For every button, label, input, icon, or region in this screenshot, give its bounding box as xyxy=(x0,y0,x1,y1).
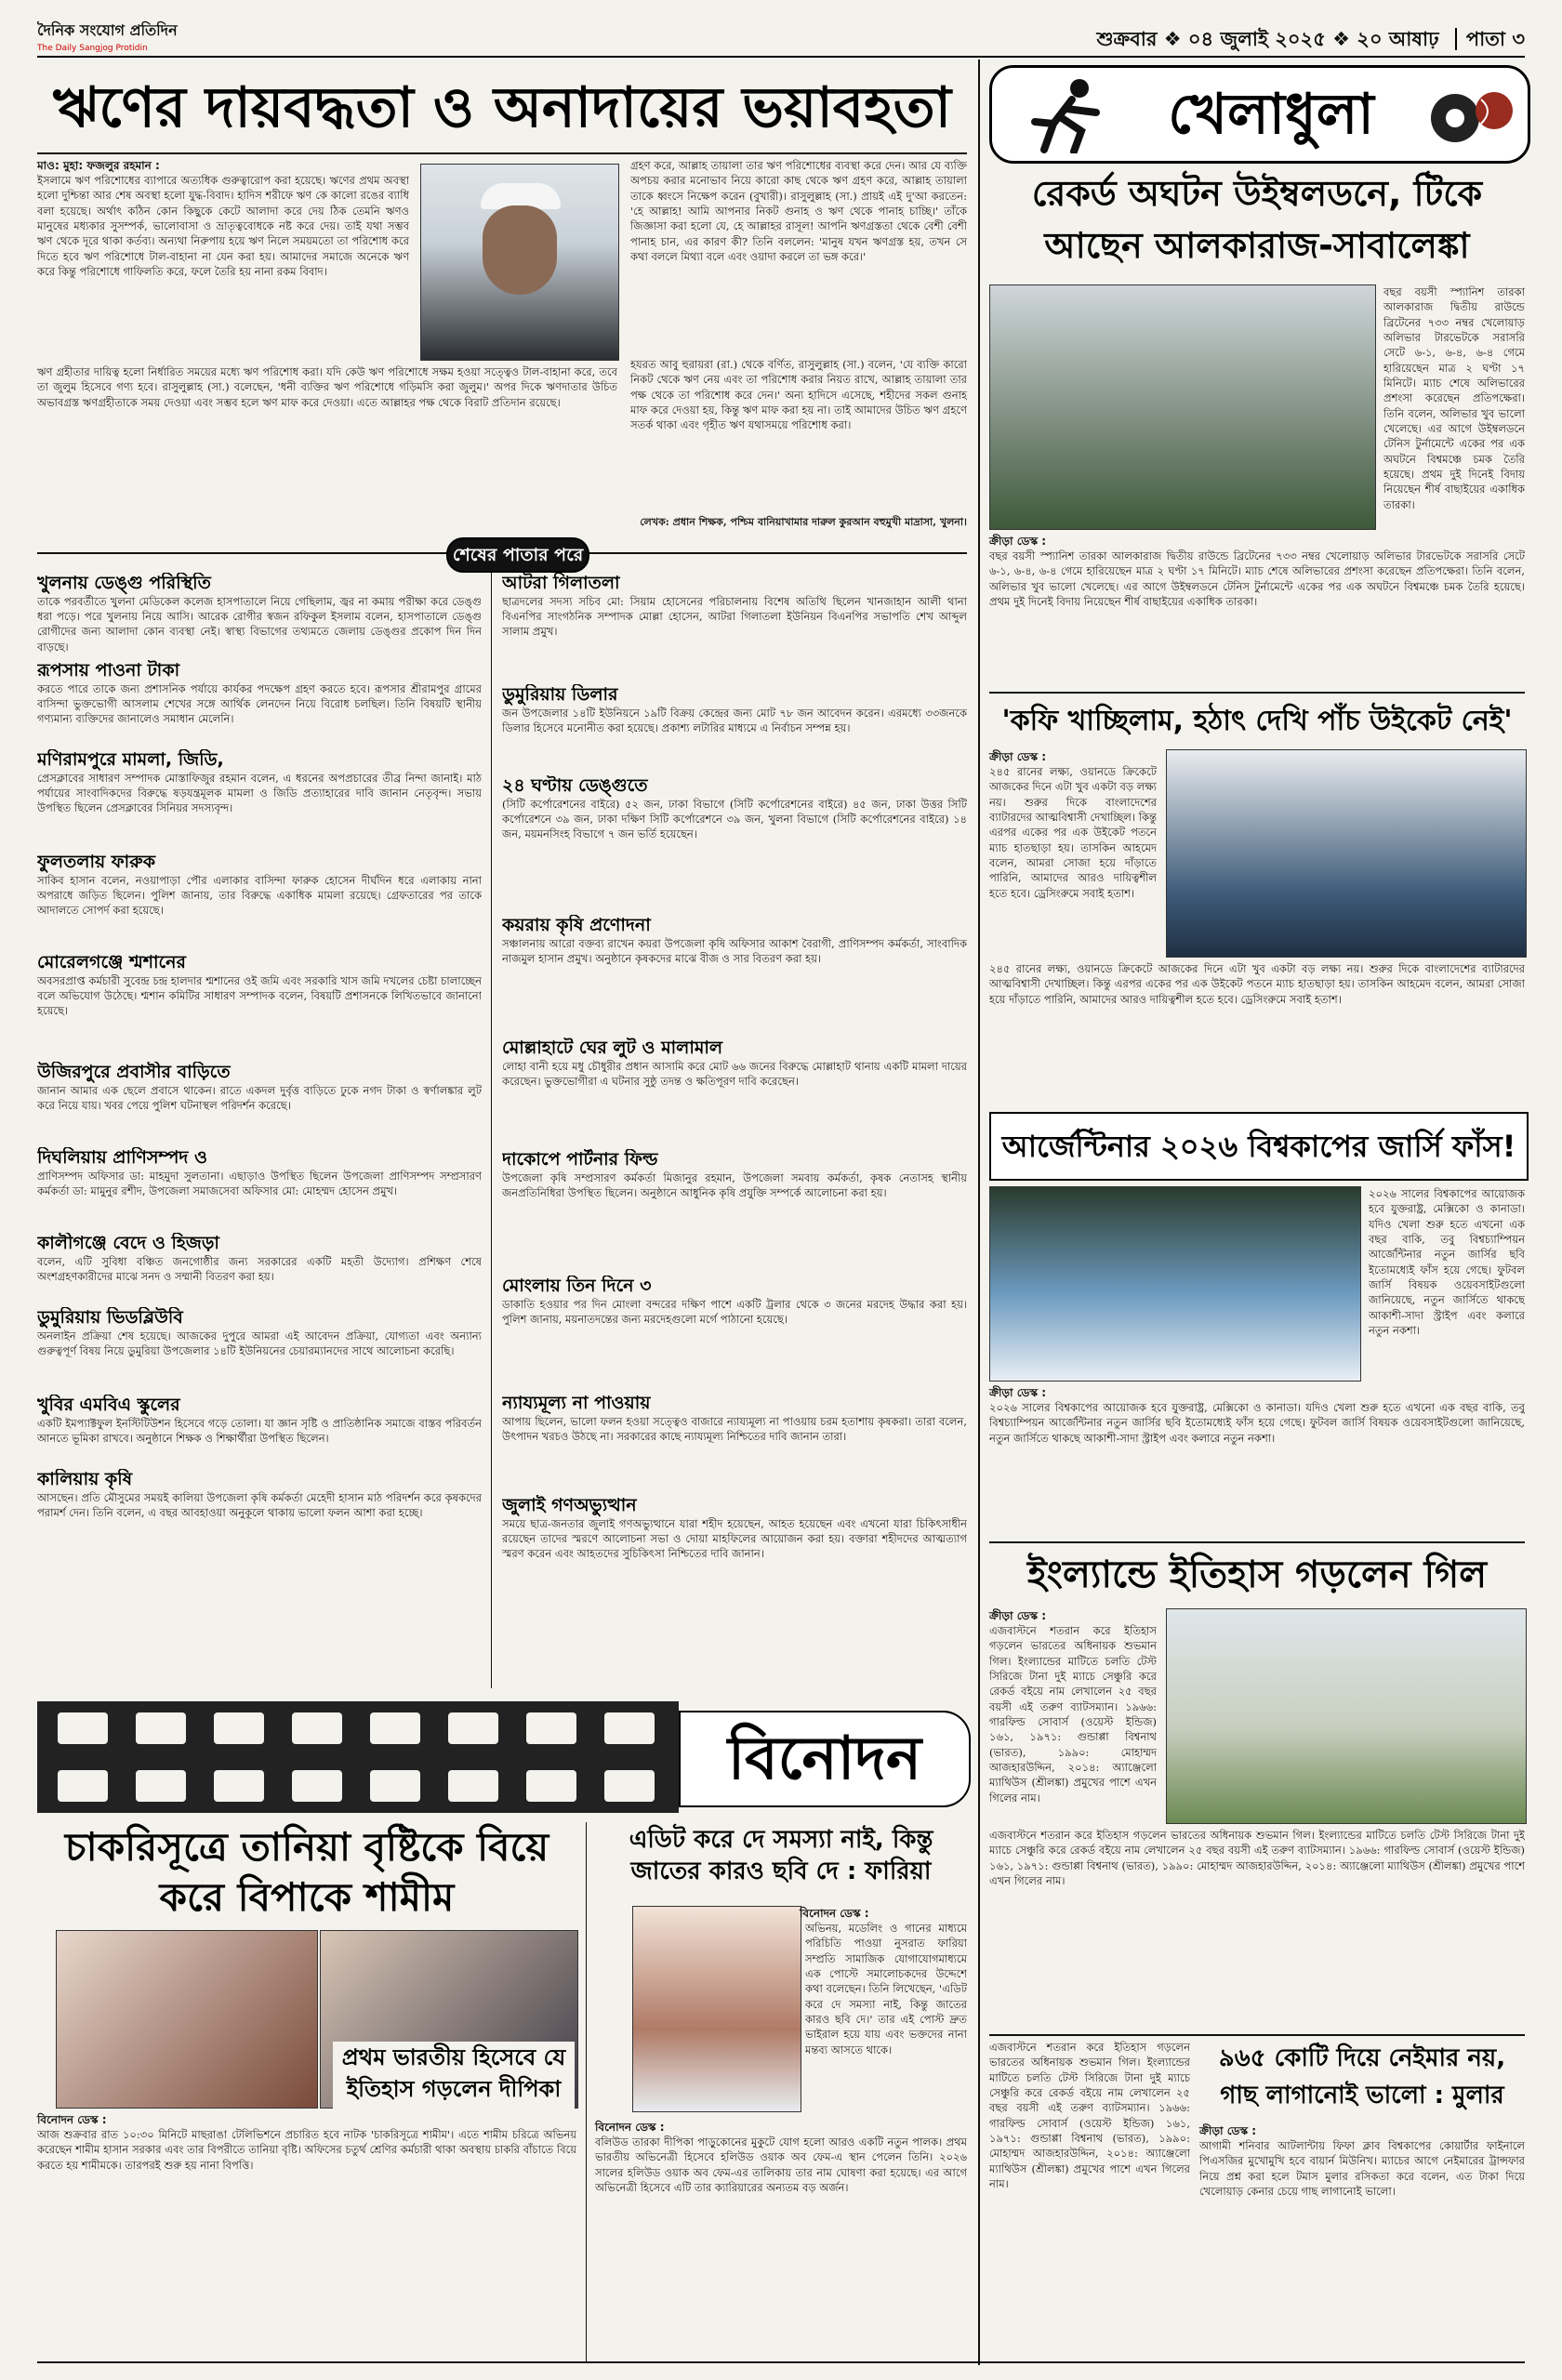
brief-body: (সিটি কর্পোরেশনের বাইরে) ৫২ জন, ঢাকা বিভাগে (সিটি কর্পোরেশনের বাইরে) ৪৫ জন, ঢাকা উত্তর সিটি কর্পোরেশনে ৩৯ জন, ঢাকা দক্ষিণ সিটি কর্পোরেশনে ৩৯ জন, খুলনা বিভাগে (সিটি কর্পোরেশনের বাইরে) ১৪ জন, ময়মনসিংহ বিভাগে ৭ জন ভর্তি হয়েছেন। xyxy=(502,797,967,841)
brief-title: দিঘলিয়ায় প্রাণিসম্পদ ও xyxy=(37,1147,208,1168)
brief-body: করতে পারে তাকে জন্য প্রশাসনিক পর্যায়ে কার্যকর পদক্ষেপ গ্রহণ করতে হবে। রূপসার শ্রীরামপুর গ্রামের বাসিন্দা ভুক্তভোগী আসলাম শেখের সঙ্গে আর্থিক লেনদেন নিয়ে বিরোধ চলছিল। তিনি বিষয়টি স্থানীয় গণ্যমান্য ব্যক্তিদের জানালেও সমাধান মেলেনি। xyxy=(37,681,482,726)
brand-tagline: The Daily Sangjog Protidin xyxy=(37,44,148,53)
divider xyxy=(989,692,1525,694)
film-hole xyxy=(136,1770,186,1802)
film-hole xyxy=(292,1712,342,1744)
ent-headline-3: এডিট করে দে সমস্যা নাই, কিন্তু জাতের কারও ছবি দে : ফারিয়া xyxy=(629,1826,933,1885)
brief-body: তাকে পরবর্তীতে খুলনা মেডিকেল কলেজ হাসপাতালে নিয়ে গেছিলাম, জ্বর না কমায় পরীক্ষা করে ডেঙ্গু ধরা পড়ে। পরে খুলনায় নিয়ে আসি। আরেক রোগীর স্বজন রফিকুল ইসলাম বলেন, হাসপাতালে ডেঙ্গু রোগীদের জন্য আলাদা কোন ব্যবস্থা নেই। স্বাস্থ্য বিভাগের তথ্যমতে জেলায় ডেঙ্গুর প্রকোপ দিন দিন বাড়ছে। xyxy=(37,594,482,654)
mid-briefs-column xyxy=(502,573,967,1688)
sports-headline-1: রেকর্ড অঘটন উইম্বলডনে, টিকে আছেন আলকারাজ-সাবালেঙ্কা xyxy=(1031,173,1483,266)
brief-item xyxy=(37,1233,482,1307)
page-number: পাতা ৩ xyxy=(1455,28,1525,50)
section-title: বিনোদন xyxy=(727,1725,922,1793)
film-hole xyxy=(214,1770,264,1802)
film-hole xyxy=(604,1770,655,1802)
divider xyxy=(37,152,967,154)
brief-title: দাকোপে পার্টনার ফিল্ড xyxy=(502,1149,658,1170)
footer-rule xyxy=(37,2361,1525,2363)
brief-title: কালীগঞ্জে বেদে ও হিজড়া xyxy=(37,1233,219,1253)
film-hole xyxy=(370,1712,420,1744)
brief-item xyxy=(502,1038,967,1149)
brief-item xyxy=(37,1147,482,1233)
brief-body: ডাকাতি হওয়ার পর দিন মোংলা বন্দরের দক্ষিণ পাশে একটি ট্রলার থেকে ৩ জনের মরদেহ উদ্ধার করা হয়। পুলিশ জানায়, ময়নাতদন্তের জন্য মরদেহগুলো মর্গে পাঠানো হয়েছে। xyxy=(502,1297,967,1327)
brief-title: ডুমুরিয়ায় ডিলার xyxy=(502,684,618,705)
dateline: বিনোদন ডেস্ক : xyxy=(800,1907,869,1920)
author-note: লেখক: প্রধান শিক্ষক, পশ্চিম বানিয়াখামার দারুল কুরআন বহুমুখী মাদ্রাসা, খুলনা। xyxy=(640,516,967,528)
brief-item xyxy=(37,573,482,660)
brief-item xyxy=(502,1276,967,1393)
brief-title: মোরেলগঞ্জে শ্মশানের xyxy=(37,952,186,972)
article-body: হযরত আবু হুরায়রা (রা.) থেকে বর্ণিত, রাসুলুল্লাহ (সা.) বলেন, 'যে ব্যক্তি কারো নিকট থেকে ঋণ নেয় এবং তা পরিশোধ করার নিয়ত রাখে, আল্লাহ তায়ালা তার পক্ষ থেকে তা পরিশোধ করে দেন।' অন্য হাদিসে এসেছে, শহীদের সকল গুনাহ মাফ করে দেওয়া হয়, কিন্তু ঋণ মাফ করা হয় না। তাই আমাদের উচিত ঋণ গ্রহণে সতর্ক থাকা এবং গৃহীত ঋণ যথাসময়ে পরিশোধ করা। xyxy=(630,358,967,432)
actress-photo xyxy=(632,1906,801,2112)
brief-body: আপায় ছিলেন, ভালো ফলন হওয়া সত্ত্বেও বাজারে ন্যায্যমূল্য না পাওয়ায় চরম হতাশায় কৃষকরা। তারা বলেন, উৎপাদন খরচও উঠছে না। সরকারের কাছে ন্যায্যমূল্য নিশ্চিতের দাবি জানান তারা। xyxy=(502,1414,967,1444)
article-body: গ্রহণ করে, আল্লাহ তায়ালা তার ঋণ পরিশোধের ব্যবস্থা করে দেন। আর যে ব্যক্তি অপচয় করার মনোভাব নিয়ে কারো কাছ থেকে ঋণ গ্রহণ করে, আল্লাহ তায়ালা তাকে ধ্বংসে নিক্ষেপ করেন (বুখারী)। রাসুলুল্লাহ (সা.) প্রায়ই এই দু'আ করতেন: 'হে আল্লাহ! আমি আপনার নিকট গুনাহ ও ঋণ থেকে পানাহ চাচ্ছি।' তাঁকে জিজ্ঞাসা করা হলো যে, হে আল্লাহর রাসূল! আপনি ঋণগ্রস্ততা থেকে বেশী বেশী পানাহ চান, এর কারণ কী? তিনি বললেন: 'মানুষ যখন ঋণগ্রস্ত হয়, তখন সে কথা বললে মিথ্যা বলে এবং ওয়াদা করলে তা ভঙ্গ করে।' xyxy=(630,159,967,263)
brief-item xyxy=(37,852,482,952)
film-hole xyxy=(526,1712,576,1744)
film-hole xyxy=(448,1770,498,1802)
byline: মাও: মুহা: ফজলুর রহমান : xyxy=(37,159,160,172)
brief-body: অবসরপ্রাপ্ত কর্মচারী সুবেন্দ্র চন্দ্র হালদার শ্মশানের ওই জমি এবং সরকারি খাস জমি দখলের চেষ্টা চালাচ্ছেন বলে অভিযোগ উঠেছে। শ্মশান কমিটির সাধারণ সম্পাদক বলেন, বিষয়টি প্রশাসনকে লিখিতভাবে জানানো হয়েছে। xyxy=(37,973,482,1018)
dateline: ক্রীড়া ডেস্ক : xyxy=(989,1386,1047,1399)
brief-title: ন্যায্যমূল্য না পাওয়ায় xyxy=(502,1393,651,1413)
divider xyxy=(989,2034,1525,2036)
issue-date: শুক্রবার ❖ ০৪ জুলাই ২০২৫ ❖ ২০ আষাঢ় xyxy=(1096,28,1439,50)
film-hole xyxy=(370,1770,420,1802)
drama-photo xyxy=(56,1930,318,2109)
article-body: অভিনয়, মডেলিং ও গানের মাধ্যমে পরিচিতি পাওয়া নুসরাত ফারিয়া সম্প্রতি সামাজিক যোগাযোগমাধ্যমে এক পোস্টে সমালোচকদের উদ্দেশে কথা বলেছেন। তিনি লিখেছেন, 'এডিট করে দে সমস্যা নাই, কিন্তু জাতের কারও ছবি দে।' তার এই পোস্ট দ্রুত ভাইরাল হয়ে যায় এবং ভক্তদের নানা মন্তব্য আসতে থাকে। xyxy=(805,1922,967,2056)
brief-title: খুবির এমবিএ স্কুলের xyxy=(37,1395,180,1415)
brief-body: আসছেন। প্রতি মৌসুমের সময়ই কালিয়া উপজেলা কৃষি কর্মকর্তা মেহেদী হাসান মাঠ পরিদর্শন করে কৃষকদের পরামর্শ দেন। তিনি বলেন, এ বছর আবহাওয়া অনুকূলে থাকায় ভালো ফলন আশা করা হচ্ছে। xyxy=(37,1490,482,1520)
brief-body: জন উপজেলার ১৪টি ইউনিয়নে ১৯টি বিক্রয় কেন্দ্রের জন্য মোট ৭৮ জন আবেদন করেন। এরমধ্যে ৩৩জনকে ডিলার হিসেবে মনোনীত করা হয়েছে। প্রকাশ্য লটারির মাধ্যমে এ নির্বাচন সম্পন্ন হয়। xyxy=(502,706,967,735)
brief-title: আটরা গিলাতলা xyxy=(502,573,620,593)
article-body: ২৪৫ রানের লক্ষ্য, ওয়ানডে ক্রিকেটে আজকের দিনে এটা খুব একটা বড় লক্ষ্য নয়। শুরুর দিকে বাংলাদেশের ব্যাটারদের আত্মবিশ্বাসী দেখাচ্ছিল। কিন্তু এরপর একের পর এক উইকেট পতনে ম্যাচ হাতছাড়া হয়। তাসকিন আহমেদ বলেন, আমরা সোজা হয়ে দাঁড়াতে পারিনি, আমাদের আরও দায়িত্বশীল হতে হবে। ড্রেসিংরুমে সবাই হতাশ। xyxy=(989,765,1157,900)
football-photo xyxy=(989,1186,1361,1382)
brief-item xyxy=(37,1395,482,1469)
dateline: ক্রীড়া ডেস্ক : xyxy=(989,1609,1047,1622)
article-body: এজবাস্টনে শতরান করে ইতিহাস গড়লেন ভারতের অধিনায়ক শুভমান গিল। ইংল্যান্ডের মাটিতে চলতি টেস্ট সিরিজে টানা দুই ম্যাচে সেঞ্চুরি করে রেকর্ড বইয়ে নাম লেখালেন ২৫ বছর বয়সী এই তরুণ ব্যাটসম্যান। ১৯৬৬: গারফিল্ড সোবার্স (ওয়েস্ট ইন্ডিজ) ১৬১, ১৯৭১: গুন্ডাপ্পা বিশ্বনাথ (ভারত), ১৯৯০: মোহাম্মদ আজহারউদ্দিন, ২০১৪: অ্যাঞ্জেলো ম্যাথিউস (শ্রীলঙ্কা) প্রমুখের পাশে এখন গিলের নাম। xyxy=(989,1829,1525,1887)
film-hole xyxy=(136,1712,186,1744)
ent-headline-1: চাকরিসূত্রে তানিয়া বৃষ্টিকে বিয়ে করে বিপাকে শামীম xyxy=(64,1824,549,1920)
article-body: এজবাস্টনে শতরান করে ইতিহাস গড়লেন ভারতের অধিনায়ক শুভমান গিল। ইংল্যান্ডের মাটিতে চলতি টেস্ট সিরিজে টানা দুই ম্যাচে সেঞ্চুরি করে রেকর্ড বইয়ে নাম লেখালেন ২৫ বছর বয়সী এই তরুণ ব্যাটসম্যান। ১৯৬৬: গারফিল্ড সোবার্স (ওয়েস্ট ইন্ডিজ) ১৬১, ১৯৭১: গুন্ডাপ্পা বিশ্বনাথ (ভারত), ১৯৯০: মোহাম্মদ আজহারউদ্দিন, ২০১৪: অ্যাঞ্জেলো ম্যাথিউস (শ্রীলঙ্কা) প্রমুখের পাশে এখন গিলের নাম। xyxy=(989,1624,1157,1805)
tennis-photo xyxy=(989,284,1376,530)
brief-body: লোহা বানী হয়ে মধু চৌধুরীর প্রধান আসামি করে মোট ৬৬ জনের বিরুদ্ধে মোল্লাহাট থানায় একটি মামলা দায়ের করেছেন। ভুক্তভোগীরা এ ঘটনার সুষ্ঠু তদন্ত ও ক্ষতিপূরণ দাবি করেছেন। xyxy=(502,1059,967,1089)
masthead xyxy=(37,19,1525,58)
headline-box xyxy=(989,1112,1529,1181)
brief-title: কালিয়ায় কৃষি xyxy=(37,1469,133,1489)
dateline: বিনোদন ডেস্ক : xyxy=(37,2113,107,2126)
sports-headline-3: আর্জেন্টিনার ২০২৬ বিশ্বকাপের জার্সি ফাঁস! xyxy=(1001,1129,1516,1164)
brief-title: ফুলতলায় ফারুক xyxy=(37,852,156,872)
film-hole xyxy=(604,1712,655,1744)
brand-name: দৈনিক সংযোগ প্রতিদিন xyxy=(37,21,178,39)
brief-item xyxy=(37,1062,482,1147)
film-hole xyxy=(292,1770,342,1802)
gill-photo xyxy=(1166,1608,1527,1824)
newspaper-brand xyxy=(37,19,178,53)
balls-icon xyxy=(1427,83,1516,148)
article-body: বছর বয়সী স্প্যানিশ তারকা আলকারাজ দ্বিতীয় রাউন্ডে ব্রিটেনের ৭৩৩ নম্বর খেলোয়াড় অলিভার টারভেটকে সরাসরি সেটে ৬-১, ৬-৪, ৬-৪ গেমে হারিয়েছেন মাত্র ২ ঘণ্টা ১৭ মিনিটে। ম্যাচ শেষে অলিভারের প্রশংসা করেছেন প্রতিপক্ষেরা। তিনি বলেন, অলিভার খুব ভালো খেলেছে। এর আগে উইম্বলডনে টেনিস টুর্নামেন্টে একের পর এক অঘটনে বিশ্বমঞ্চে চমক তৈরি হয়েছে। প্রথম দুই দিনেই বিদায় নিয়েছেন শীর্ষ বাছাইয়ের একাধিক তারকা। xyxy=(989,549,1525,608)
article-body: আজ শুক্রবার রাত ১০:৩০ মিনিটে মাছরাঙা টেলিভিশনে প্রচারিত হবে নাটক 'চাকরিসূত্রে শামীম'। এতে শামীম চরিত্রে অভিনয় করেছেন শামীম হাসান সরকার এবং তার বিপরীতে তানিয়া বৃষ্টি। অফিসের চতুর্থ শ্রেণির কর্মচারী থাকা অবস্থায় চাকরি বাঁচাতে বিয়ে করতে হয় শামীমকে। তারপরই শুরু হয় নানা বিপত্তি। xyxy=(37,2128,576,2172)
brief-item xyxy=(502,1393,967,1495)
entertainment-label-box xyxy=(679,1711,971,1807)
brief-title: ডুমুরিয়ায় ভিডব্লিউবি xyxy=(37,1307,183,1328)
dateline: বিনোদন ডেস্ক : xyxy=(595,2121,665,2134)
brief-title: মণিরামপুরে মামলা, জিডি, xyxy=(37,749,224,770)
brief-body: সময়ে ছাত্র-জনতার জুলাই গণঅভ্যুত্থানে যারা শহীদ হয়েছেন, আহত হয়েছেন এবং এখনো যারা চিকিৎসাধীন রয়েছেন তাদের স্মরণে আলোচনা সভা ও দোয়া মাহফিলের আয়োজন করা হয়। বক্তারা শহীদদের আত্মত্যাগ স্মরণ করেন এবং আহতদের সুচিকিৎসা নিশ্চিতের দাবি জানান। xyxy=(502,1516,967,1561)
column-rule xyxy=(978,60,980,2365)
article-body: ২৪৫ রানের লক্ষ্য, ওয়ানডে ক্রিকেটে আজকের দিনে এটা খুব একটা বড় লক্ষ্য নয়। শুরুর দিকে বাংলাদেশের ব্যাটারদের আত্মবিশ্বাসী দেখাচ্ছিল। কিন্তু এরপর একের পর এক উইকেট পতনে ম্যাচ হাতছাড়া হয়। তাসকিন আহমেদ বলেন, আমরা সোজা হয়ে দাঁড়াতে পারিনি, আমাদের আরও দায়িত্বশীল হতে হবে। ড্রেসিংরুমে সবাই হতাশ। xyxy=(989,962,1525,1006)
article-body: ঋণ গ্রহীতার দায়িত্ব হলো নির্ধারিত সময়ের মধ্যে ঋণ পরিশোধ করা। যদি কেউ ঋণ পরিশোধে সক্ষম হওয়া সত্ত্বেও টাল-বাহানা করে, তবে তা জুলুম হিসেবে গণ্য হবে। রাসুলুল্লাহ (সা.) বলেছেন, 'ধনী ব্যক্তির ঋণ পরিশোধে গড়িমসি করা জুলুম।' অপর দিকে ঋণদাতার উচিত অভাবগ্রস্ত ঋণগ্রহীতাকে সময় দেওয়া এবং সম্ভব হলে ঋণ মাফ করে দেওয়া। এতে আল্লাহর পক্ষ থেকে বিরাট প্রতিদান রয়েছে। xyxy=(37,365,617,409)
brief-item xyxy=(502,684,967,775)
article-body: ২০২৬ সালের বিশ্বকাপের আয়োজক হবে যুক্তরাষ্ট্র, মেক্সিকো ও কানাডা। যদিও খেলা শুরু হতে এখনো এক বছর বাকি, তবু বিশ্বচ্যাম্পিয়ন আর্জেন্টিনার নতুন জার্সির ছবি ইতোমধ্যেই ফাঁস হয়ে গেছে। ফুটবল জার্সি বিষয়ক ওয়েবসাইটগুলো জানিয়েছে, নতুন জার্সিতে থাকছে আকাশী-সাদা স্ট্রাইপ এবং কলারে নতুন নকশা। xyxy=(1369,1187,1525,1337)
brief-title: রূপসায় পাওনা টাকা xyxy=(37,660,180,681)
brief-item xyxy=(502,1149,967,1276)
brief-title: খুলনায় ডেঙ্গু পরিস্থিতি xyxy=(37,573,211,593)
divider xyxy=(989,1541,1525,1543)
brief-item xyxy=(502,1495,967,1681)
film-strip-banner xyxy=(37,1701,679,1813)
brief-item xyxy=(37,1307,482,1395)
brief-title: মোংলায় তিন দিনে ৩ xyxy=(502,1276,652,1296)
column-rule xyxy=(586,1822,587,2361)
left-briefs-column xyxy=(37,573,482,1688)
section-title: খেলাধুলা xyxy=(1168,82,1374,147)
brief-body: সাকিব হাসান বলেন, নওয়াপাড়া পৌর এলাকার বাসিন্দা ফারুক হোসেন দীর্ঘদিন ধরে এলাকায় নানা অপরাধে জড়িত ছিলেন। পুলিশ জানায়, তার বিরুদ্ধে একাধিক মামলা রয়েছে। গ্রেফতারের পর তাকে আদালতে সোপর্দ করা হয়েছে। xyxy=(37,873,482,918)
brief-item xyxy=(502,915,967,1038)
sports-headline-5: ৯৬৫ কোটি দিয়ে নেইমার নয়, গাছ লাগানোই ভালো : মুলার xyxy=(1218,2044,1506,2109)
cricketer-photo xyxy=(1166,749,1527,958)
article-body: এজবাস্টনে শতরান করে ইতিহাস গড়লেন ভারতের অধিনায়ক শুভমান গিল। ইংল্যান্ডের মাটিতে চলতি টেস্ট সিরিজে টানা দুই ম্যাচে সেঞ্চুরি করে রেকর্ড বইয়ে নাম লেখালেন ২৫ বছর বয়সী এই তরুণ ব্যাটসম্যান। ১৯৬৬: গারফিল্ড সোবার্স (ওয়েস্ট ইন্ডিজ) ১৬১, ১৯৭১: গুন্ডাপ্পা বিশ্বনাথ (ভারত), ১৯৯০: মোহাম্মদ আজহারউদ্দিন, ২০১৪: অ্যাঞ্জেলো ম্যাথিউস (শ্রীলঙ্কা) প্রমুখের পাশে এখন গিলের নাম। xyxy=(989,2041,1190,2190)
brief-item xyxy=(502,573,967,684)
film-hole xyxy=(448,1712,498,1744)
article-body: আগামী শনিবার আটলান্টায় ফিফা ক্লাব বিশ্বকাপের কোয়ার্টার ফাইনালে পিএসজির মুখোমুখি হবে বায়ার্ন মিউনিখ। ম্যাচের আগে নেইমারের ট্রান্সফার নিয়ে প্রশ্ন করা হলে টমাস মুলার রসিকতা করে বলেন, এত টাকা দিয়ে খেলোয়াড় কেনার চেয়ে গাছ লাগানোই ভালো। xyxy=(1199,2139,1525,2198)
column-rule xyxy=(491,573,492,1688)
brief-body: বলেন, এটি সুবিধা বঞ্চিত জনগোষ্ঠীর জন্য সরকারের একটি মহতী উদ্যোগ। প্রশিক্ষণ শেষে অংশগ্রহণকারীদের মাঝে সনদ ও সম্মানী বিতরণ করা হয়। xyxy=(37,1254,482,1284)
brief-body: অনলাইন প্রক্রিয়া শেষ হয়েছে। আজকের দুপুরে আমরা এই আবেদন প্রক্রিয়া, যোগ্যতা এবং অন্যান্য গুরুত্বপূর্ণ বিষয় নিয়ে ডুমুরিয়া উপজেলার ১৪টি ইউনিয়নের চেয়ারম্যানদের সাথে আলোচনা করেছি। xyxy=(37,1329,482,1358)
article-body: ২০২৬ সালের বিশ্বকাপের আয়োজক হবে যুক্তরাষ্ট্র, মেক্সিকো ও কানাডা। যদিও খেলা শুরু হতে এখনো এক বছর বাকি, তবু বিশ্বচ্যাম্পিয়ন আর্জেন্টিনার নতুন জার্সির ছবি ইতোমধ্যেই ফাঁস হয়ে গেছে। ফুটবল জার্সি বিষয়ক ওয়েবসাইটগুলো জানিয়েছে, নতুন জার্সিতে থাকছে আকাশী-সাদা স্ট্রাইপ এবং কলারে নতুন নকশা। xyxy=(989,1401,1525,1445)
dateline: ক্রীড়া ডেস্ক : xyxy=(989,750,1047,763)
brief-title: উজিরপুরে প্রবাসীর বাড়িতে xyxy=(37,1062,231,1082)
brief-body: প্রাণিসম্পদ অফিসার ডা: মাহমুদা সুলতানা। এছাড়াও উপস্থিত ছিলেন উপজেলা প্রাণিসম্পদ সম্প্রসারণ কর্মকর্তা ডা: মামুনুর রশীদ, উপজেলা সমাজসেবা অফিসার মো: মোহম্মদ হোসেন প্রমুখ। xyxy=(37,1169,482,1198)
continued-badge: শেষের পাতার পরে xyxy=(446,537,589,573)
sports-banner xyxy=(989,65,1530,164)
face-shape xyxy=(483,205,557,295)
brief-item xyxy=(37,952,482,1062)
brief-item xyxy=(502,775,967,915)
brief-body: উপজেলা কৃষি সম্প্রসারণ কর্মকর্তা মিজানুর রহমান, উপজেলা সমবায় কর্মকর্তা, কৃষক নেতাসহ স্থানীয় জনপ্রতিনিধিরা উপস্থিত ছিলেন। অনুষ্ঠানে আধুনিক কৃষি প্রযুক্তি সম্পর্কে আলোচনা করা হয়। xyxy=(502,1170,967,1200)
film-hole xyxy=(526,1770,576,1802)
film-hole xyxy=(214,1712,264,1744)
brief-title: জুলাই গণঅভ্যুত্থান xyxy=(502,1495,637,1515)
brief-body: জানান আমার এক ছেলে প্রবাসে থাকেন। রাতে একদল দুর্বৃত্ত বাড়িতে ঢুকে নগদ টাকা ও স্বর্ণালঙ্কার লুট করে নিয়ে যায়। খবর পেয়ে পুলিশ ঘটনাস্থল পরিদর্শন করেছে। xyxy=(37,1083,482,1113)
article-body: বলিউড তারকা দীপিকা পাড়ুকোনের মুকুটে যোগ হলো আরও একটি নতুন পালক। প্রথম ভারতীয় অভিনেত্রী হিসেবে হলিউড ওয়াক অব ফেম-এ স্থান পেলেন তিনি। ২০২৬ সালের হলিউড ওয়াক অব ফেম-এর তালিকায় তার নাম ঘোষণা করা হয়েছে। এর আগে অভিনেত্রী হিসেবে এটি তার ক্যারিয়ারের অন্যতম বড় অর্জন। xyxy=(595,2135,967,2194)
brief-body: একটি ইমপ্যাক্টফুল ইনস্টিটিউশন হিসেবে গড়ে তোলা। যা জ্ঞান সৃষ্টি ও প্রাতিষ্ঠানিক সমাজে বাস্তব পরিবর্তন আনতে ভূমিকা রাখবে। অনুষ্ঠানে শিক্ষক ও শিক্ষার্থীরা উপস্থিত ছিলেন। xyxy=(37,1416,482,1446)
ent-headline-2: প্রথম ভারতীয় হিসেবে যে ইতিহাস গড়লেন দীপিকা xyxy=(333,2042,575,2112)
author-portrait xyxy=(420,164,619,361)
sports-headline-4: ইংল্যান্ডে ইতিহাস গড়লেন গিল xyxy=(1026,1554,1488,1596)
sports-headline-2: 'কফি খাচ্ছিলাম, হঠাৎ দেখি পাঁচ উইকেট নেই' xyxy=(1001,705,1513,737)
brief-body: সঞ্চালনায় আরো বক্তব্য রাখেন কয়রা উপজেলা কৃষি অফিসার আকাশ বৈরাগী, প্রাণিসম্পদ কর্মকর্তা, সাংবাদিক নাজমুল হাসান প্রমুখ। অনুষ্ঠানে কৃষকদের মাঝে বীজ ও সার বিতরণ করা হয়। xyxy=(502,936,967,966)
dateline xyxy=(1096,24,1525,57)
dateline: ক্রীড়া ডেস্ক : xyxy=(989,535,1047,548)
brief-item xyxy=(37,749,482,852)
dateline: ক্রীড়া ডেস্ক : xyxy=(1199,2124,1257,2137)
brief-title: কয়রায় কৃষি প্রণোদনা xyxy=(502,915,651,935)
article-body: বছর বয়সী স্প্যানিশ তারকা আলকারাজ দ্বিতীয় রাউন্ডে ব্রিটেনের ৭৩৩ নম্বর খেলোয়াড় অলিভার টারভেটকে সরাসরি সেটে ৬-১, ৬-৪, ৬-৪ গেমে হারিয়েছেন মাত্র ২ ঘণ্টা ১৭ মিনিটে। ম্যাচ শেষে অলিভারের প্রশংসা করেছেন প্রতিপক্ষেরা। তিনি বলেন, অলিভার খুব ভালো খেলেছে। এর আগে উইম্বলডনে টেনিস টুর্নামেন্টে একের পর এক অঘটনে বিশ্বমঞ্চে চমক তৈরি হয়েছে। প্রথম দুই দিনেই বিদায় নিয়েছেন শীর্ষ বাছাইয়ের একাধিক তারকা। xyxy=(1383,285,1525,511)
film-hole xyxy=(58,1770,108,1802)
brief-title: ২৪ ঘণ্টায় ডেঙ্গুতে xyxy=(502,775,648,796)
runner-icon xyxy=(1007,75,1119,153)
article-body: ইসলামে ঋণ পরিশোধের ব্যাপারে অত্যধিক গুরুত্বারোপ করা হয়েছে। ঋণের প্রথম অবস্থা হলো দুশ্চিন্তা আর শেষ অবস্থা হলো যুদ্ধ-বিবাদ। হাদিস শরীফে ঋণ কে কালো রঙের ব্যাধি বলা হয়েছে। অর্থাৎ কঠিন কোন কিছুকে কেটে আলাদা করে দেয় ঠিক তেমনি ঋণও মানুষের মধ্যকার সুসম্পর্ক, ভালোবাসা ও ভ্রাতৃত্ববোধকে নষ্ট করে দেয়। তাই যথা সম্ভব ঋণ থেকে দূরে থাকা কর্তব্য। অন্যথা নিরুপায় হয়ে ঋণ নিলে সময়মতো তা পরিশোধ করে দিতে হবে ঋণ পরিশোধে টাল-বাহানা না যেন করা হয়। আমাদের সমাজে অনেকে ঋণ করে কিন্তু পরিশোধে গাফিলতি করে, ফলে তৈরি হয় নানা রকম বিবাদ। xyxy=(37,174,409,278)
main-headline: ঋণের দায়বদ্ধতা ও অনাদায়ের ভয়াবহতা xyxy=(52,75,952,140)
film-hole xyxy=(58,1712,108,1744)
brief-body: ছাত্রদলের সদস্য সচিব মো: সিয়াম হোসেনের পরিচালনায় বিশেষ অতিথি ছিলেন খানজাহান আলী থানা বিএনপির সাংগঠনিক সম্পাদক মোল্লা হোসেন, আটরা গিলাতলা ইউনিয়ন বিএনপির সভাপতি শেখ আব্দুল সালাম প্রমুখ। xyxy=(502,594,967,639)
brief-title: মোল্লাহাটে ঘের লুট ও মালামাল xyxy=(502,1038,723,1058)
brief-body: প্রেসক্লাবের সাধারণ সম্পাদক মোস্তাফিজুর রহমান বলেন, এ ধরনের অপপ্রচারের তীব্র নিন্দা জানাই। মাঠ পর্যায়ের সাংবাদিকদের বিরুদ্ধে ষড়যন্ত্রমূলক মামলা ও জিডি প্রত্যাহারের দাবি জানান নেতৃবৃন্দ। সভায় উপস্থিত ছিলেন প্রেসক্লাবের সিনিয়র সদস্যবৃন্দ। xyxy=(37,771,482,815)
brief-item xyxy=(37,660,482,749)
brief-item xyxy=(37,1469,482,1558)
